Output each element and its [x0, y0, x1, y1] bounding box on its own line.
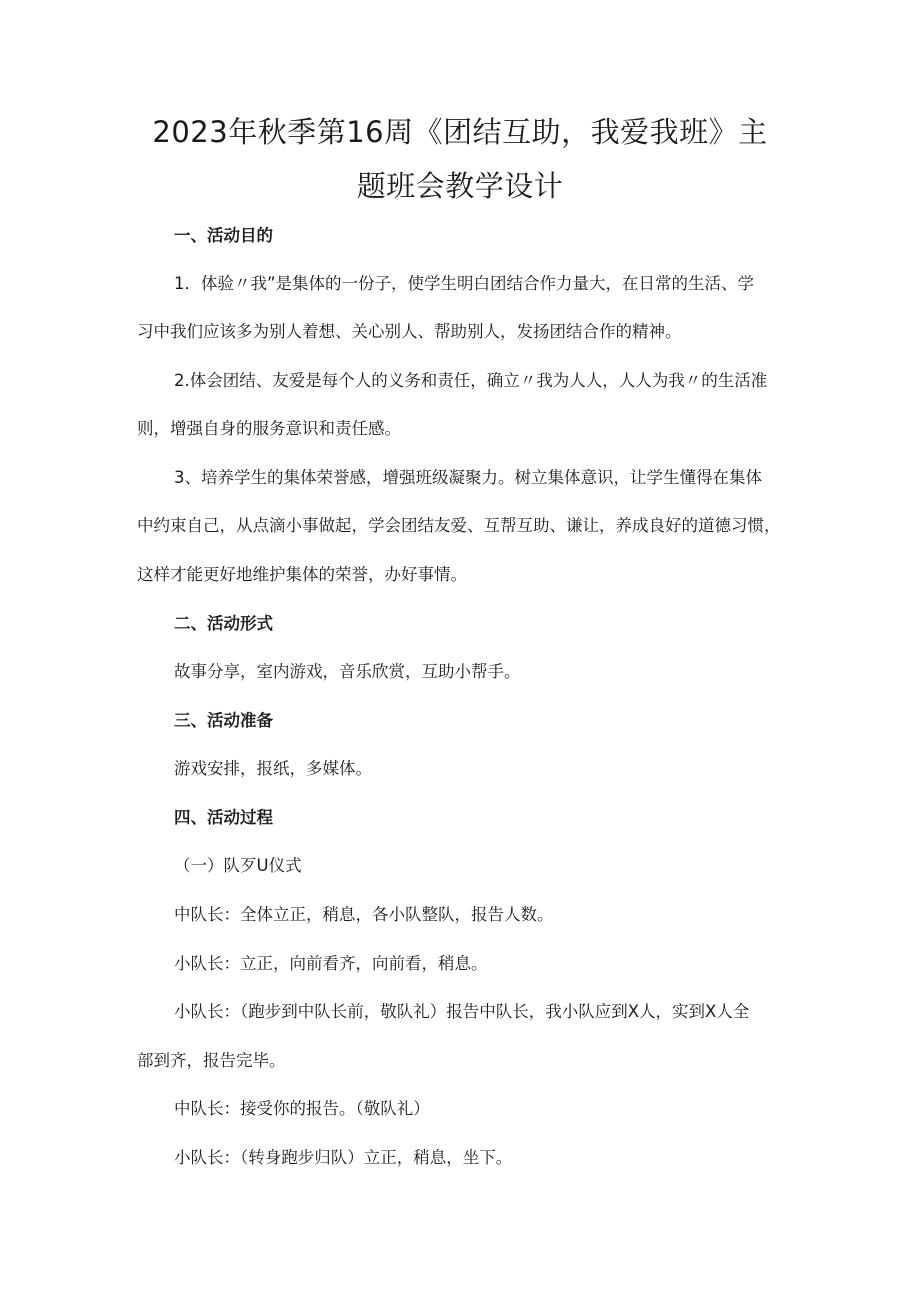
format-line-1: 故事分享，室内游戏，音乐欣赏，互助小帮手。: [174, 662, 521, 681]
preparation-line-1: 游戏安排，报纸，多媒体。: [174, 759, 372, 778]
process-line-4: 小队长：（跑步到中队长前，敬队礼）报告中队长，我小队应到X人，实到X人全: [174, 1002, 750, 1021]
process-line-7: 小队长：（转身跑步归队）立正，稍息，坐下。: [174, 1148, 513, 1167]
process-line-5: 部到齐，报告完毕。: [137, 1051, 286, 1070]
process-line-2: 中队长：全体立正，稍息，各小队整队，报告人数。: [174, 905, 554, 924]
purpose-line-2: 习中我们应该多为别人着想、关心别人、帮助别人，发扬团结合作的精神。: [137, 322, 682, 341]
section-heading-process: 四、活动过程: [174, 808, 273, 827]
purpose-line-3: 2.体会团结、友爱是每个人的义务和责任，确立〃我为人人，人人为我〃的生活准: [174, 371, 768, 390]
document-title-line-1: 2023年秋季第16周《团结互助，我爱我班》主: [152, 115, 768, 149]
document-title-line-2: 题班会教学设计: [356, 169, 564, 203]
purpose-line-4: 则，增强自身的服务意识和责任感。: [137, 419, 401, 438]
purpose-line-1: 1．体验〃我”是集体的一份子，使学生明白团结合作力量大，在日常的生活、学: [174, 274, 755, 293]
purpose-line-6: 中约束自己，从点滴小事做起，学会团结友爱、互帮互助、谦让，养成良好的道德习惯，: [137, 516, 781, 535]
process-line-6: 中队长：接受你的报告。（敬队礼）: [174, 1099, 430, 1118]
purpose-line-7: 这样才能更好地维护集体的荣誉，办好事情。: [137, 565, 467, 584]
section-heading-format: 二、活动形式: [174, 614, 273, 633]
process-line-1: （一）队歹U仪式: [174, 856, 302, 875]
section-heading-purpose: 一、活动目的: [174, 226, 273, 245]
section-heading-preparation: 三、活动准备: [174, 711, 273, 730]
purpose-line-5: 3、培养学生的集体荣誉感，增强班级凝聚力。树立集体意识，让学生懂得在集体: [174, 468, 762, 487]
process-line-3: 小队长：立正，向前看齐，向前看，稍息。: [174, 954, 488, 973]
